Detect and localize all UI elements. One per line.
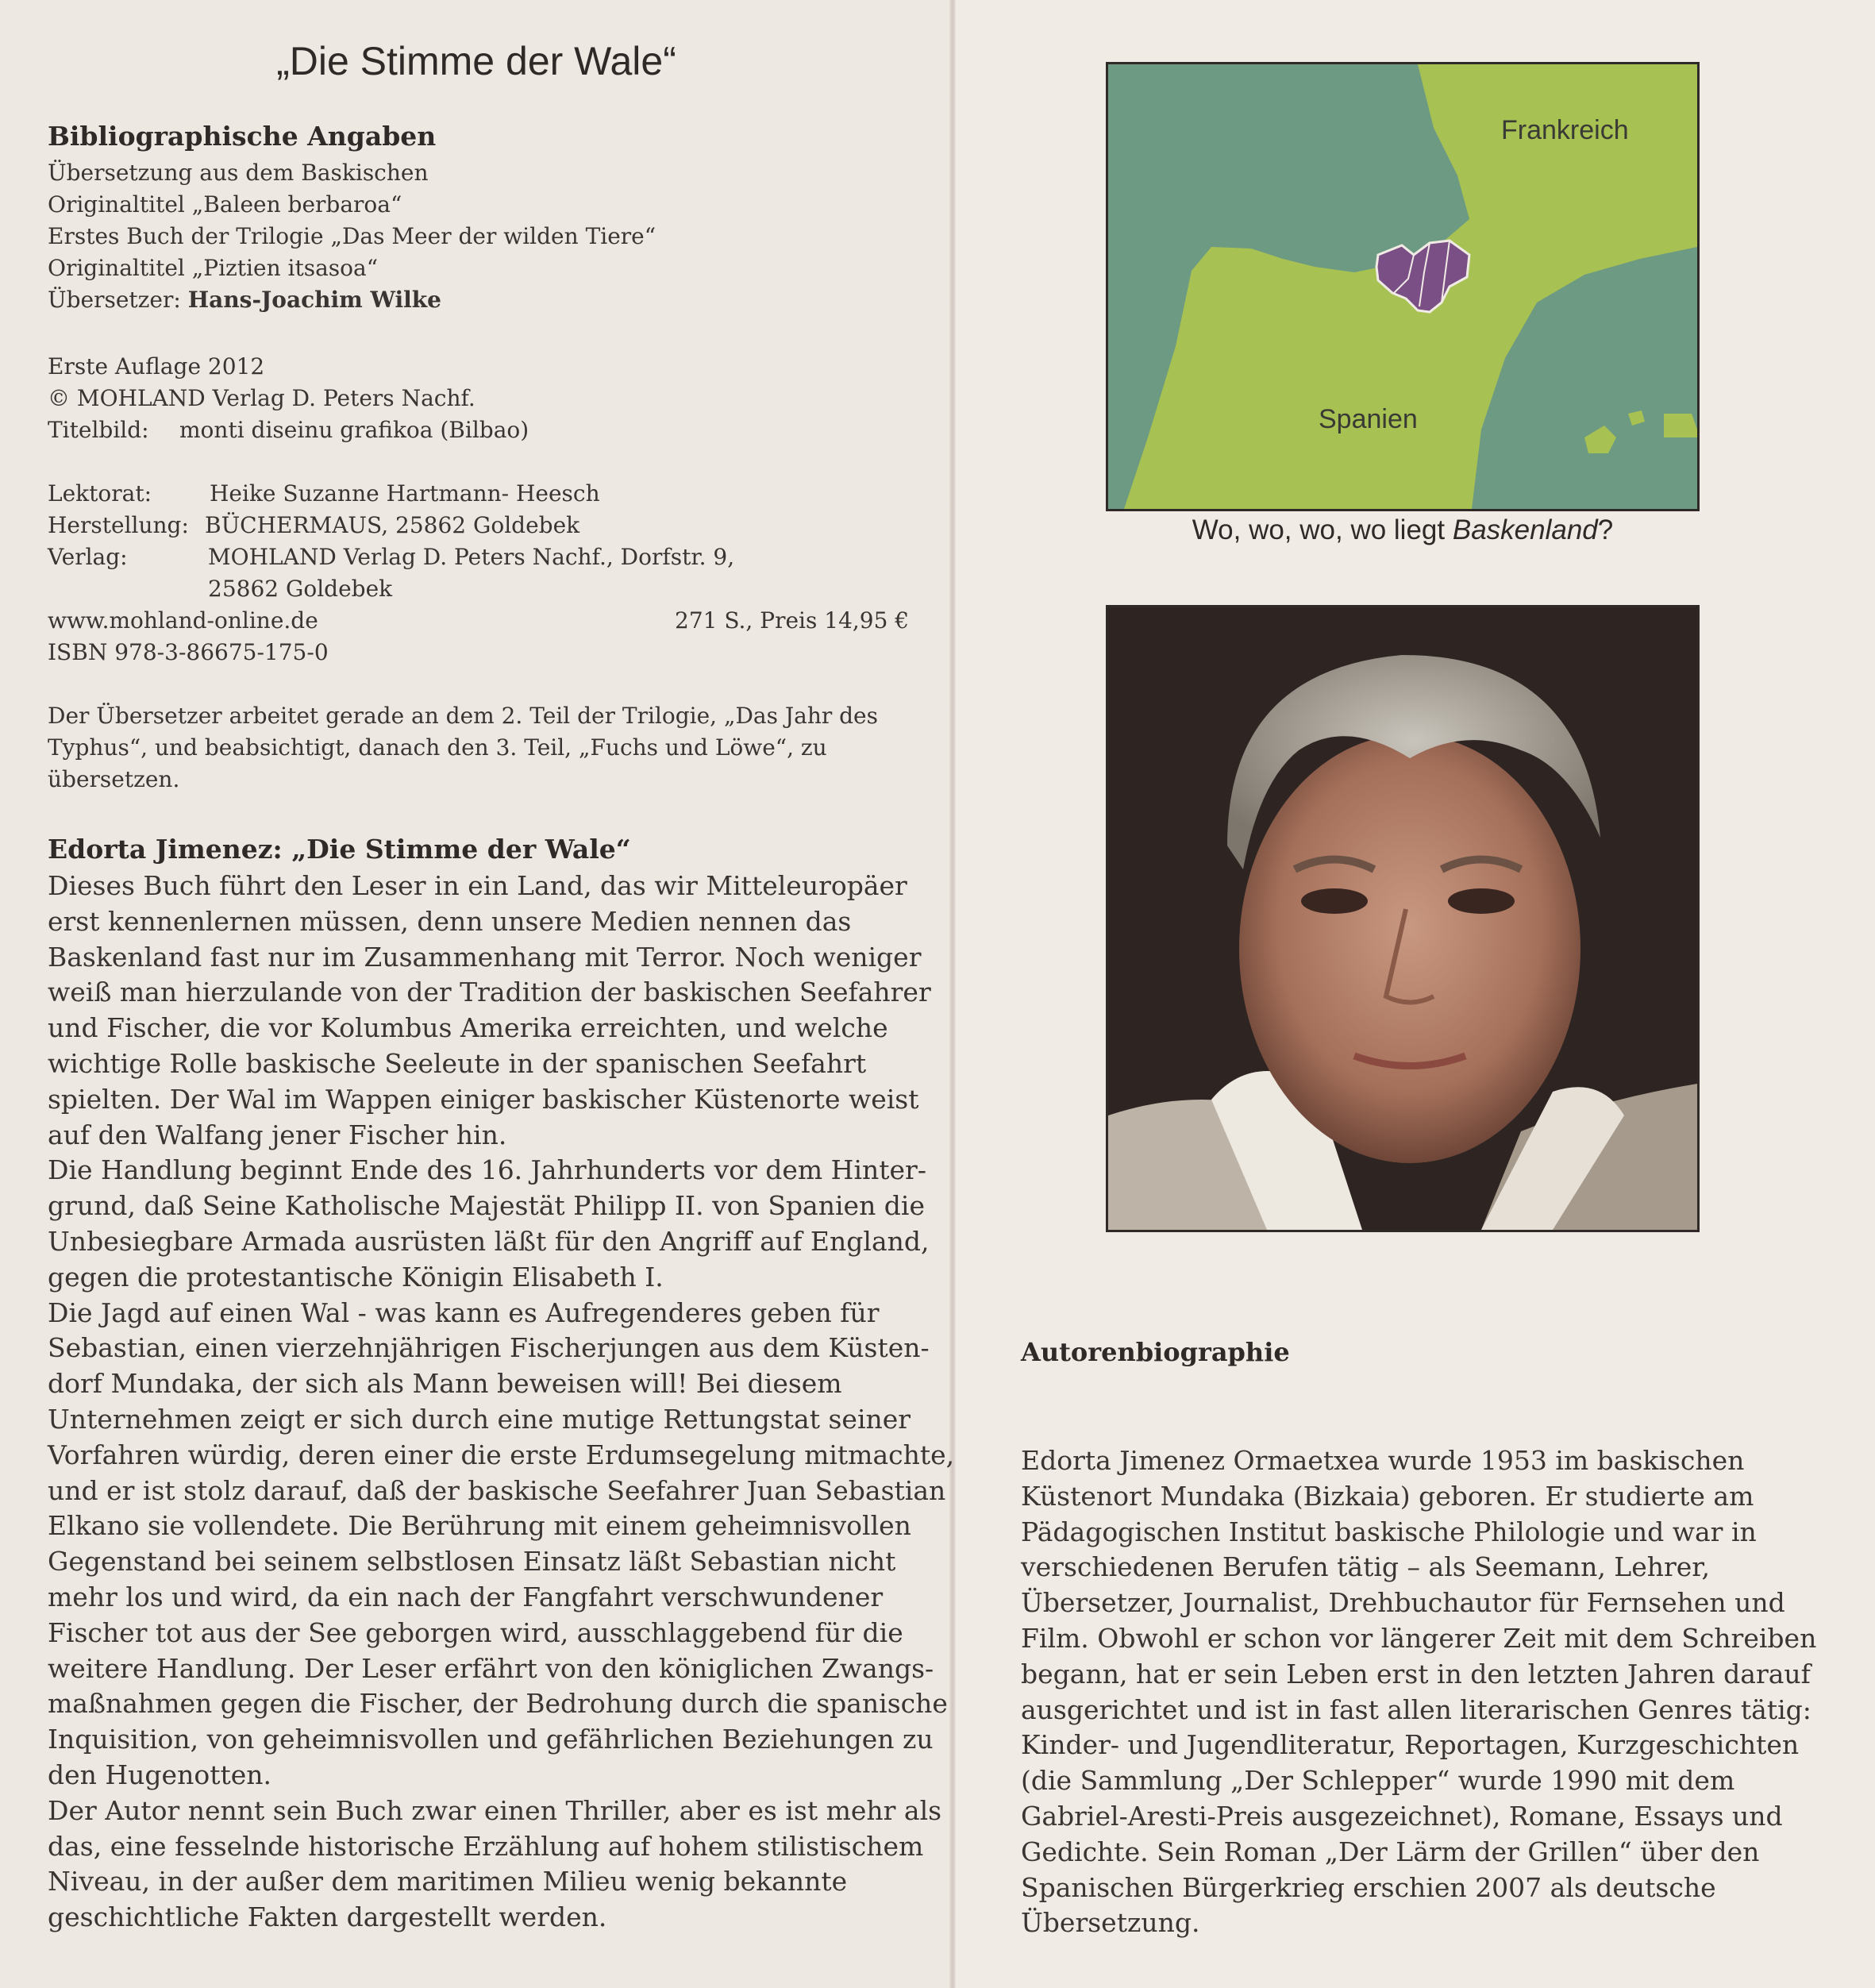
isbn: ISBN 978-3-86675-175-0 [48,639,329,665]
author-line: Übersetzung. [1021,1907,1200,1939]
verlag-label: Verlag: [48,544,128,570]
bibliography-line: Übersetzung aus dem Baskischen [48,160,429,186]
left-eye [1301,888,1368,914]
book-line: Unbesiegbare Armada ausrüsten läßt für den Angriff auf England, [48,1225,930,1257]
book-line: weitere Handlung. Der Leser erfährt von den königlichen Zwangs- [48,1652,934,1684]
author-biography [1021,1443,1816,1941]
author-line: Spanischen Bürgerkrieg erschien 2007 als deutsche [1021,1871,1716,1903]
book-line: Baskenland fast nur im Zusammenhang mit Terror. Noch weniger [48,941,922,973]
translator-label: Übersetzer: [48,287,181,313]
copyright: © MOHLAND Verlag D. Peters Nachf. [48,385,475,411]
author-line: Pädagogischen Institut baskische Philologie und war in [1021,1516,1757,1547]
map-caption-emph: Baskenland [1452,514,1598,545]
book-line: spielten. Der Wal im Wappen einiger baskischer Küstenorte weist [48,1083,919,1115]
website[interactable]: www.mohland-online.de [48,607,318,634]
book-line: Vorfahren würdig, deren einer die erste Erdumsegelung mitmachte, [48,1439,955,1470]
herstellung-value: BÜCHERMAUS, 25862 Goldebek [205,512,580,538]
book-line: grund, daß Seine Katholische Majestät Philipp II. von Spanien die [48,1190,926,1222]
translator-note [48,700,878,796]
author-line: (die Sammlung „Der Schlepper“ wurde 1990 mit dem [1021,1765,1735,1797]
verlag-value-2: 25862 Goldebek [208,576,393,602]
edition: Erste Auflage 2012 [48,353,265,379]
edition-block [48,351,475,414]
production-credits [48,478,921,668]
book-heading: Edorta Jimenez: „Die Stimme der Wale“ [48,834,631,865]
author-line: begann, hat er sein Leben erst in den letzten Jahren darauf [1021,1658,1811,1689]
book-line: geschichtliche Fakten dargestellt werden. [48,1901,607,1933]
book-line: Fischer tot aus der See geborgen wird, ausschlaggebend für die [48,1616,903,1648]
cover-label: Titelbild: [48,417,149,443]
author-line: Gedichte. Sein Roman „Der Lärm der Grillen“ über den [1021,1836,1760,1867]
author-line: Film. Obwohl er schon vor längerer Zeit mit dem Schreiben [1021,1622,1817,1654]
book-line: Inquisition, von geheimnisvollen und gefährlichen Beziehungen zu [48,1724,934,1755]
map-caption-suffix: ? [1597,514,1614,545]
book-line: den Hugenotten. [48,1759,271,1790]
map-caption [1106,514,1700,546]
lektorat-value: Heike Suzanne Hartmann- Heesch [210,480,600,507]
book-line: Dieses Buch führt den Leser in ein Land, das wir Mitteleuropäer [48,870,907,901]
translator-line [48,284,656,316]
map-island [1664,414,1697,437]
bibliography-line: Erstes Buch der Trilogie „Das Meer der wilden Tiere“ [48,223,656,249]
book-description [48,869,954,1936]
book-line: Der Autor nennt sein Buch zwar einen Thriller, aber es ist mehr als [48,1794,942,1826]
book-line: das, eine fesselnde historische Erzählung auf hohem stilistischem [48,1830,924,1862]
bibliography-lines [48,157,656,316]
book-line: weiß man hierzulande von der Tradition der baskischen Seefahrer [48,977,931,1008]
book-line: Niveau, in der außer dem maritimen Milieu wenig bekannte [48,1866,848,1897]
bibliography-line: Originaltitel „Piztien itsasoa“ [48,255,379,281]
verlag-value: MOHLAND Verlag D. Peters Nachf., Dorfstr. 9, [208,544,735,570]
book-line: Elkano sie vollendete. Die Berührung mit einem geheimnisvollen [48,1510,911,1542]
map-caption-prefix: Wo, wo, wo, wo liegt [1192,514,1453,545]
author-line: Kinder- und Jugendliteratur, Reportagen, Kurzgeschichten [1021,1729,1800,1761]
author-heading: Autorenbiographie [1021,1337,1290,1367]
translator-name: Hans-Joachim Wilke [187,287,441,313]
author-line: ausgerichtet und ist in fast allen literarischen Genres tätig: [1021,1693,1811,1725]
book-line: Die Jagd auf einen Wal - was kann es Aufregenderes geben für [48,1296,880,1328]
book-line: mehr los und wird, da ein nach der Fangfahrt verschwundener [48,1581,884,1612]
book-line: gegen die protestantische Königin Elisabeth I. [48,1261,664,1293]
book-line: maßnahmen gegen die Fischer, der Bedrohung durch die spanische [48,1688,948,1720]
book-line: erst kennenlernen müssen, denn unsere Medien nennen das [48,905,852,937]
book-line: Die Handlung beginnt Ende des 16. Jahrhunderts vor dem Hinter- [48,1154,926,1186]
face [1239,734,1580,1163]
page-title: „Die Stimme der Wale“ [276,39,676,83]
lektorat-label: Lektorat: [48,480,152,507]
translator-note-line: Typhus“, und beabsichtigt, danach den 3. Teil, „Fuchs und Löwe“, zu [48,734,827,761]
book-line: und er ist stolz darauf, daß der baskische Seefahrer Juan Sebastian [48,1474,946,1506]
map-label-spain: Spanien [1319,404,1418,434]
author-line: Gabriel-Aresti-Preis ausgezeichnet), Romane, Essays und [1021,1800,1783,1832]
book-line: Gegenstand bei seinem selbstlosen Einsatz läßt Sebastian nicht [48,1546,896,1578]
bibliography-heading: Bibliographische Angaben [48,121,437,152]
book-line: dorf Mundaka, der sich als Mann beweisen will! Bei diesem [48,1368,842,1400]
book-line: und Fischer, die vor Kolumbus Amerika erreichten, und welche [48,1012,888,1044]
author-photo [1106,605,1700,1232]
author-line: Küstenort Mundaka (Bizkaia) geboren. Er studierte am [1021,1480,1754,1512]
cover-value: monti diseinu grafikoa (Bilbao) [179,417,529,443]
map-label-france: Frankreich [1501,115,1629,145]
pages-price: 271 S., Preis 14,95 € [675,607,910,634]
book-line: Sebastian, einen vierzehnjährigen Fischerjungen aus dem Küsten- [48,1332,930,1364]
author-line: Edorta Jimenez Ormaetxea wurde 1953 im baskischen [1021,1445,1745,1476]
basque-map [1106,62,1700,511]
bibliography-line: Originaltitel „Baleen berbaroa“ [48,191,402,218]
herstellung-label: Herstellung: [48,512,189,538]
author-line: Übersetzer, Journalist, Drehbuchautor für Fernsehen und [1021,1587,1785,1619]
cover-credit [48,414,921,446]
author-line: verschiedenen Berufen tätig – als Seemann, Lehrer, [1021,1551,1710,1583]
translator-note-line: Der Übersetzer arbeitet gerade an dem 2. Teil der Trilogie, „Das Jahr des [48,703,878,729]
book-line: auf den Walfang jener Fischer hin. [48,1119,507,1150]
book-line: wichtige Rolle baskische Seeleute in der spanischen Seefahrt [48,1047,867,1079]
book-line: Unternehmen zeigt er sich durch eine mutige Rettungstat seiner [48,1403,911,1435]
translator-note-line: übersetzen. [48,766,180,792]
right-eye [1448,888,1515,914]
author-portrait-illustration [1108,607,1697,1230]
